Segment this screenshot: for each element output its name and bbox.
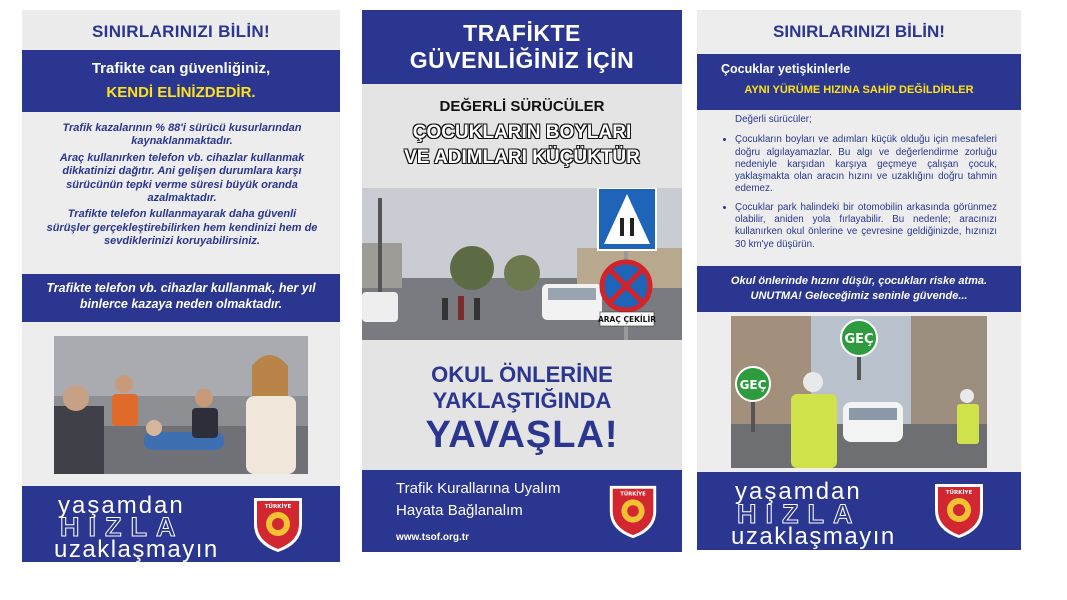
headline-line1: Trafikte can güvenliğiniz, [91,60,271,77]
poster-title: SINIRLARINIZI BİLİN! [22,10,340,50]
slow-down-text: YAVAŞLA! [425,414,619,456]
paragraph: Trafikte telefon kullanmayarak daha güvenli sürüşler gerçekleştirebilirken hem kendinizi hem de sevdiklerinizi koruyabilirsiniz. [46,208,318,248]
slogan-word2: HIZLA [737,499,862,529]
school-warning-line2: YAKLAŞTIĞINDA [432,388,612,413]
slogan-word2: HIZLA [60,512,185,542]
slogan [52,486,252,562]
federation-logo-icon [604,482,662,540]
school-warning [362,362,682,414]
poster-children-speed [697,10,1021,550]
outlined-heading-line2: VE ADIMLARI KÜÇÜKTÜR [404,147,640,168]
bullet-list [721,134,997,251]
reminder-band [697,266,1021,312]
poster-title [362,10,682,84]
school-warning-line1: OKUL ÖNLERİNE [431,362,613,387]
school-street-photo [362,188,682,340]
slogan-footer [22,486,340,562]
accident-scene-photo [54,336,308,474]
slogan-word1: yaşamdan [735,478,862,505]
slogan-footer [697,472,1021,550]
website-link[interactable]: www.tsof.org.tr [396,532,469,543]
poster-title: SINIRLARINIZI BİLİN! [773,22,945,41]
title-line1: TRAFİKTE [463,20,581,46]
list-item: • Çocuklar park halindeki bir otomobilin arkasında görünmez olabilir, aniden yola fırlayabilir. Bu nedenle; aracınızı kullanırken okul önlerine ve çevresine geldiğinizde, hızınızı 30 km'ye düşürün. [735,202,997,251]
slogan [729,472,929,550]
reminder-line2: UNUTMA! Geleceğimiz seninle güvende... [750,290,968,302]
stop-paddle-text: GEÇ [844,332,874,347]
footer-line1: Trafik Kurallarına Uyalım [396,480,561,497]
federation-logo-icon [248,494,308,554]
slogan-word3: uzaklaşmayın [731,523,896,550]
reminder-line1: Okul önlerinde hızını düşür, çocukları riske atma. [730,275,988,287]
headline-band [697,54,1021,110]
list-item: • Çocukların boyları ve adımları küçük olduğu için mesafeleri doğru algılayamazlar. Bu algı ve değerlendirme zorluğu nedeniyle karşıdan karşıya geçmeye çalışan çocuk, yaklaşmakta olan aracın hızını ve uzaklığını doğru tahmin edemez. [735,134,997,195]
headline-line1: Çocuklar yetişkinlerle [721,62,851,76]
body-text [721,114,997,257]
poster-school-zone [362,10,682,552]
logo-label: TÜRKİYE [264,504,292,510]
slogan-word3: uzaklaşmayın [54,536,219,562]
logo-label: TÜRKİYE [945,490,973,496]
subheading: DEĞERLİ SÜRÜCÜLER [439,98,605,115]
warning-band: Trafikte telefon vb. cihazlar kullanmak, her yıl binlerce kazaya neden olmaktadır. [22,274,340,322]
footer-line2: Hayata Bağlanalım [396,502,523,519]
tow-zone-sign-text: ARAÇ ÇEKİLİR [597,315,657,324]
crossing-guard-photo [731,316,987,468]
outlined-heading [362,120,682,170]
greeting: Değerli sürücüler; [735,114,812,125]
paragraph: Araç kullanırken telefon vb. cihazlar kullanmak dikkatinizi dağıtır. Ani gelişen durumlara karşı sürücünün tepki verme süresi büyük oranda azalmaktadır. [59,151,305,205]
paragraph: Trafik kazalarının % 88'i sürücü kusurlarından kaynaklanmaktadır. [62,122,302,148]
poster-distracted-driving [22,10,340,562]
federation-logo-icon [929,480,989,540]
outlined-heading-line1: ÇOCUKLARIN BOYLARI [412,122,632,143]
body-text [46,122,318,252]
slogan-word1: yaşamdan [58,492,185,519]
headline-line2: KENDİ ELİNİZDEDİR. [106,84,256,101]
headline-line2: AYNI YÜRÜME HIZINA SAHİP DEĞİLDİRLER [744,84,974,96]
poster-footer [362,470,682,552]
headline-band [22,50,340,112]
title-line2: GÜVENLİĞİNİZ İÇİN [409,47,635,73]
stop-paddle-text: GEÇ [739,378,767,392]
logo-label: TÜRKİYE [620,491,646,498]
